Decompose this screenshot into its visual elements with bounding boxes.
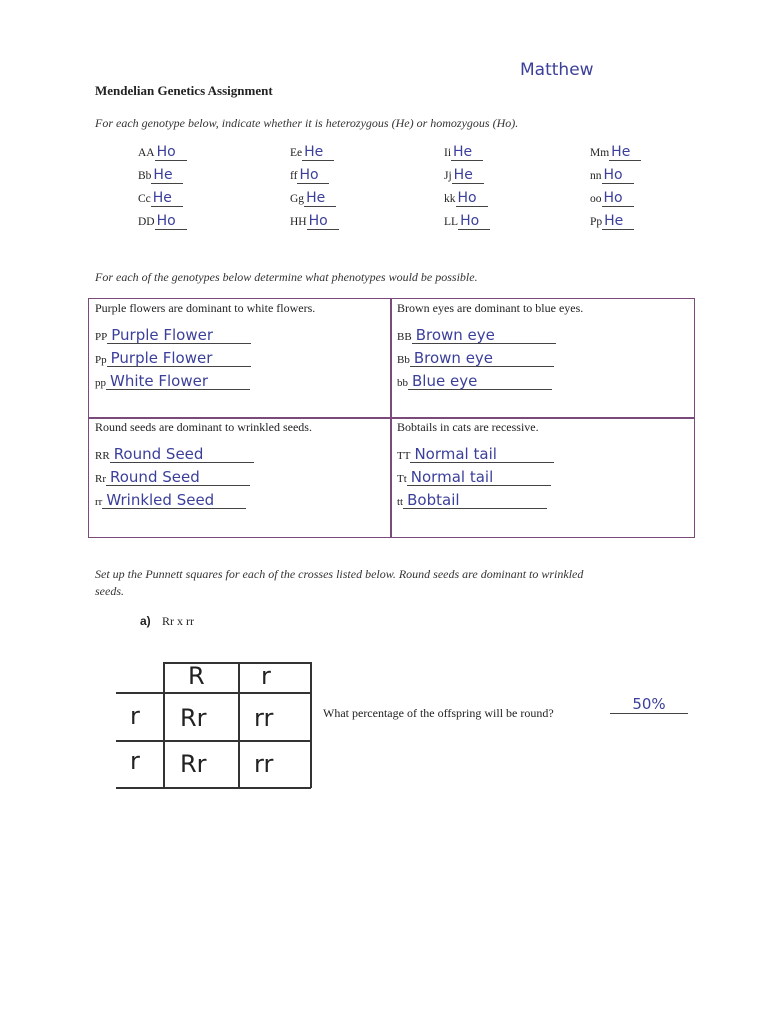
phenotype-genotype: RR: [95, 450, 110, 462]
cross-label: a): [140, 614, 151, 628]
punnett-top-allele-2: r: [261, 662, 271, 690]
genotype-item: [444, 191, 488, 207]
student-name: Matthew: [520, 60, 594, 80]
genotype-answer[interactable]: He: [151, 191, 183, 207]
phenotype-answer[interactable]: Brown eye: [412, 327, 556, 344]
genotype-label: Mm: [590, 147, 610, 159]
punnett-top-allele-1: R: [188, 662, 205, 690]
genotype-item: [590, 168, 634, 184]
genotype-item: [290, 145, 334, 161]
phenotype-answer[interactable]: Blue eye: [408, 373, 552, 390]
trait-heading: Round seeds are dominant to wrinkled seeds.: [95, 420, 312, 434]
phenotype-answer[interactable]: Purple Flower: [107, 350, 251, 367]
phenotype-answer[interactable]: White Flower: [106, 373, 250, 390]
trait-heading: Brown eyes are dominant to blue eyes.: [397, 301, 584, 315]
phenotype-answer[interactable]: Bobtail: [403, 492, 547, 509]
section3-instruction-line2: seeds.: [95, 584, 124, 598]
genotype-answer[interactable]: He: [452, 168, 484, 184]
phenotype-row: [95, 373, 250, 390]
section3-instruction-line1: Set up the Punnett squares for each of the crosses listed below. Round seeds are dominant to wrinkled: [95, 567, 584, 581]
genotype-label: Gg: [290, 193, 305, 205]
phenotype-row: [95, 327, 251, 344]
phenotype-genotype: Rr: [95, 473, 106, 485]
phenotype-row: [95, 446, 254, 463]
genotype-answer[interactable]: Ho: [456, 191, 488, 207]
genotype-item: [290, 168, 329, 184]
phenotype-genotype: Tt: [397, 473, 407, 485]
genotype-item: [590, 214, 634, 230]
phenotype-genotype: bb: [397, 377, 408, 389]
phenotype-answer[interactable]: Round Seed: [106, 469, 250, 486]
punnett-left-allele-1: r: [130, 702, 140, 730]
phenotype-answer[interactable]: Normal tail: [407, 469, 551, 486]
genotype-item: [290, 214, 339, 230]
genotype-item: [444, 168, 484, 184]
phenotype-row: [95, 492, 246, 509]
genotype-item: [444, 145, 483, 161]
genotype-answer[interactable]: He: [302, 145, 334, 161]
genotype-label: LL: [444, 216, 459, 228]
punnett-cell-1-1: Rr: [180, 704, 207, 732]
phenotype-row: [397, 469, 551, 486]
punnett-cell-1-2: rr: [254, 704, 274, 732]
genotype-label: AA: [138, 147, 155, 159]
genotype-answer[interactable]: Ho: [155, 214, 187, 230]
phenotype-row: [397, 373, 552, 390]
punnett-left-allele-2: r: [130, 747, 140, 775]
genotype-answer[interactable]: He: [304, 191, 336, 207]
phenotype-genotype: Pp: [95, 354, 107, 366]
genotype-label: HH: [290, 216, 307, 228]
phenotype-row: [397, 446, 554, 463]
phenotype-row: [95, 469, 250, 486]
section1-instruction: For each genotype below, indicate whether it is heterozygous (He) or homozygous (Ho).: [95, 116, 519, 130]
genotype-answer[interactable]: He: [602, 214, 634, 230]
genotype-label: Ii: [444, 147, 452, 159]
genotype-answer[interactable]: Ho: [458, 214, 490, 230]
punnett-question: What percentage of the offspring will be round?: [323, 706, 554, 720]
genotype-answer[interactable]: He: [609, 145, 641, 161]
phenotype-genotype: rr: [95, 496, 103, 508]
genotype-label: Bb: [138, 170, 152, 182]
genotype-item: [290, 191, 336, 207]
genotype-item: [138, 145, 187, 161]
genotype-answer[interactable]: Ho: [602, 168, 634, 184]
phenotype-answer[interactable]: Normal tail: [410, 446, 554, 463]
punnett-square: [116, 662, 311, 788]
genotype-label: oo: [590, 193, 602, 205]
table-divider-horizontal: [88, 417, 694, 419]
genotype-item: [138, 214, 187, 230]
phenotype-genotype: BB: [397, 331, 412, 343]
punnett-answer[interactable]: 50%: [610, 695, 688, 714]
genotype-answer[interactable]: He: [151, 168, 183, 184]
genotype-label: nn: [590, 170, 602, 182]
phenotype-answer[interactable]: Brown eye: [410, 350, 554, 367]
genotype-label: Pp: [590, 216, 603, 228]
cross-text: Rr x rr: [162, 614, 194, 628]
genotype-item: [444, 214, 490, 230]
punnett-cell-2-2: rr: [254, 750, 274, 778]
phenotype-genotype: TT: [397, 450, 411, 462]
phenotype-genotype: Bb: [397, 354, 410, 366]
genotype-answer[interactable]: Ho: [307, 214, 339, 230]
genotype-answer[interactable]: Ho: [155, 145, 187, 161]
phenotype-row: [397, 350, 554, 367]
phenotype-genotype: pp: [95, 377, 106, 389]
phenotype-genotype: PP: [95, 331, 108, 343]
phenotype-row: [397, 327, 556, 344]
genotype-item: [138, 168, 183, 184]
page-title: Mendelian Genetics Assignment: [95, 83, 273, 98]
genotype-answer[interactable]: Ho: [602, 191, 634, 207]
phenotype-row: [95, 350, 251, 367]
genotype-item: [138, 191, 183, 207]
punnett-cell-2-1: Rr: [180, 750, 207, 778]
genotype-label: kk: [444, 193, 456, 205]
phenotype-answer[interactable]: Purple Flower: [107, 327, 251, 344]
genotype-label: DD: [138, 216, 155, 228]
phenotype-answer[interactable]: Wrinkled Seed: [102, 492, 246, 509]
genotype-answer[interactable]: Ho: [297, 168, 329, 184]
genotype-label: ff: [290, 170, 298, 182]
section2-instruction: For each of the genotypes below determine what phenotypes would be possible.: [95, 270, 478, 284]
genotype-item: [590, 191, 634, 207]
phenotype-row: [397, 492, 547, 509]
genotype-label: Jj: [444, 170, 452, 182]
phenotype-answer[interactable]: Round Seed: [110, 446, 254, 463]
trait-heading: Purple flowers are dominant to white flowers.: [95, 301, 316, 315]
genotype-item: [590, 145, 641, 161]
genotype-label: Ee: [290, 147, 303, 159]
genotype-answer[interactable]: He: [451, 145, 483, 161]
trait-heading: Bobtails in cats are recessive.: [397, 420, 539, 434]
genotype-label: Cc: [138, 193, 151, 205]
phenotype-genotype: tt: [397, 496, 404, 508]
